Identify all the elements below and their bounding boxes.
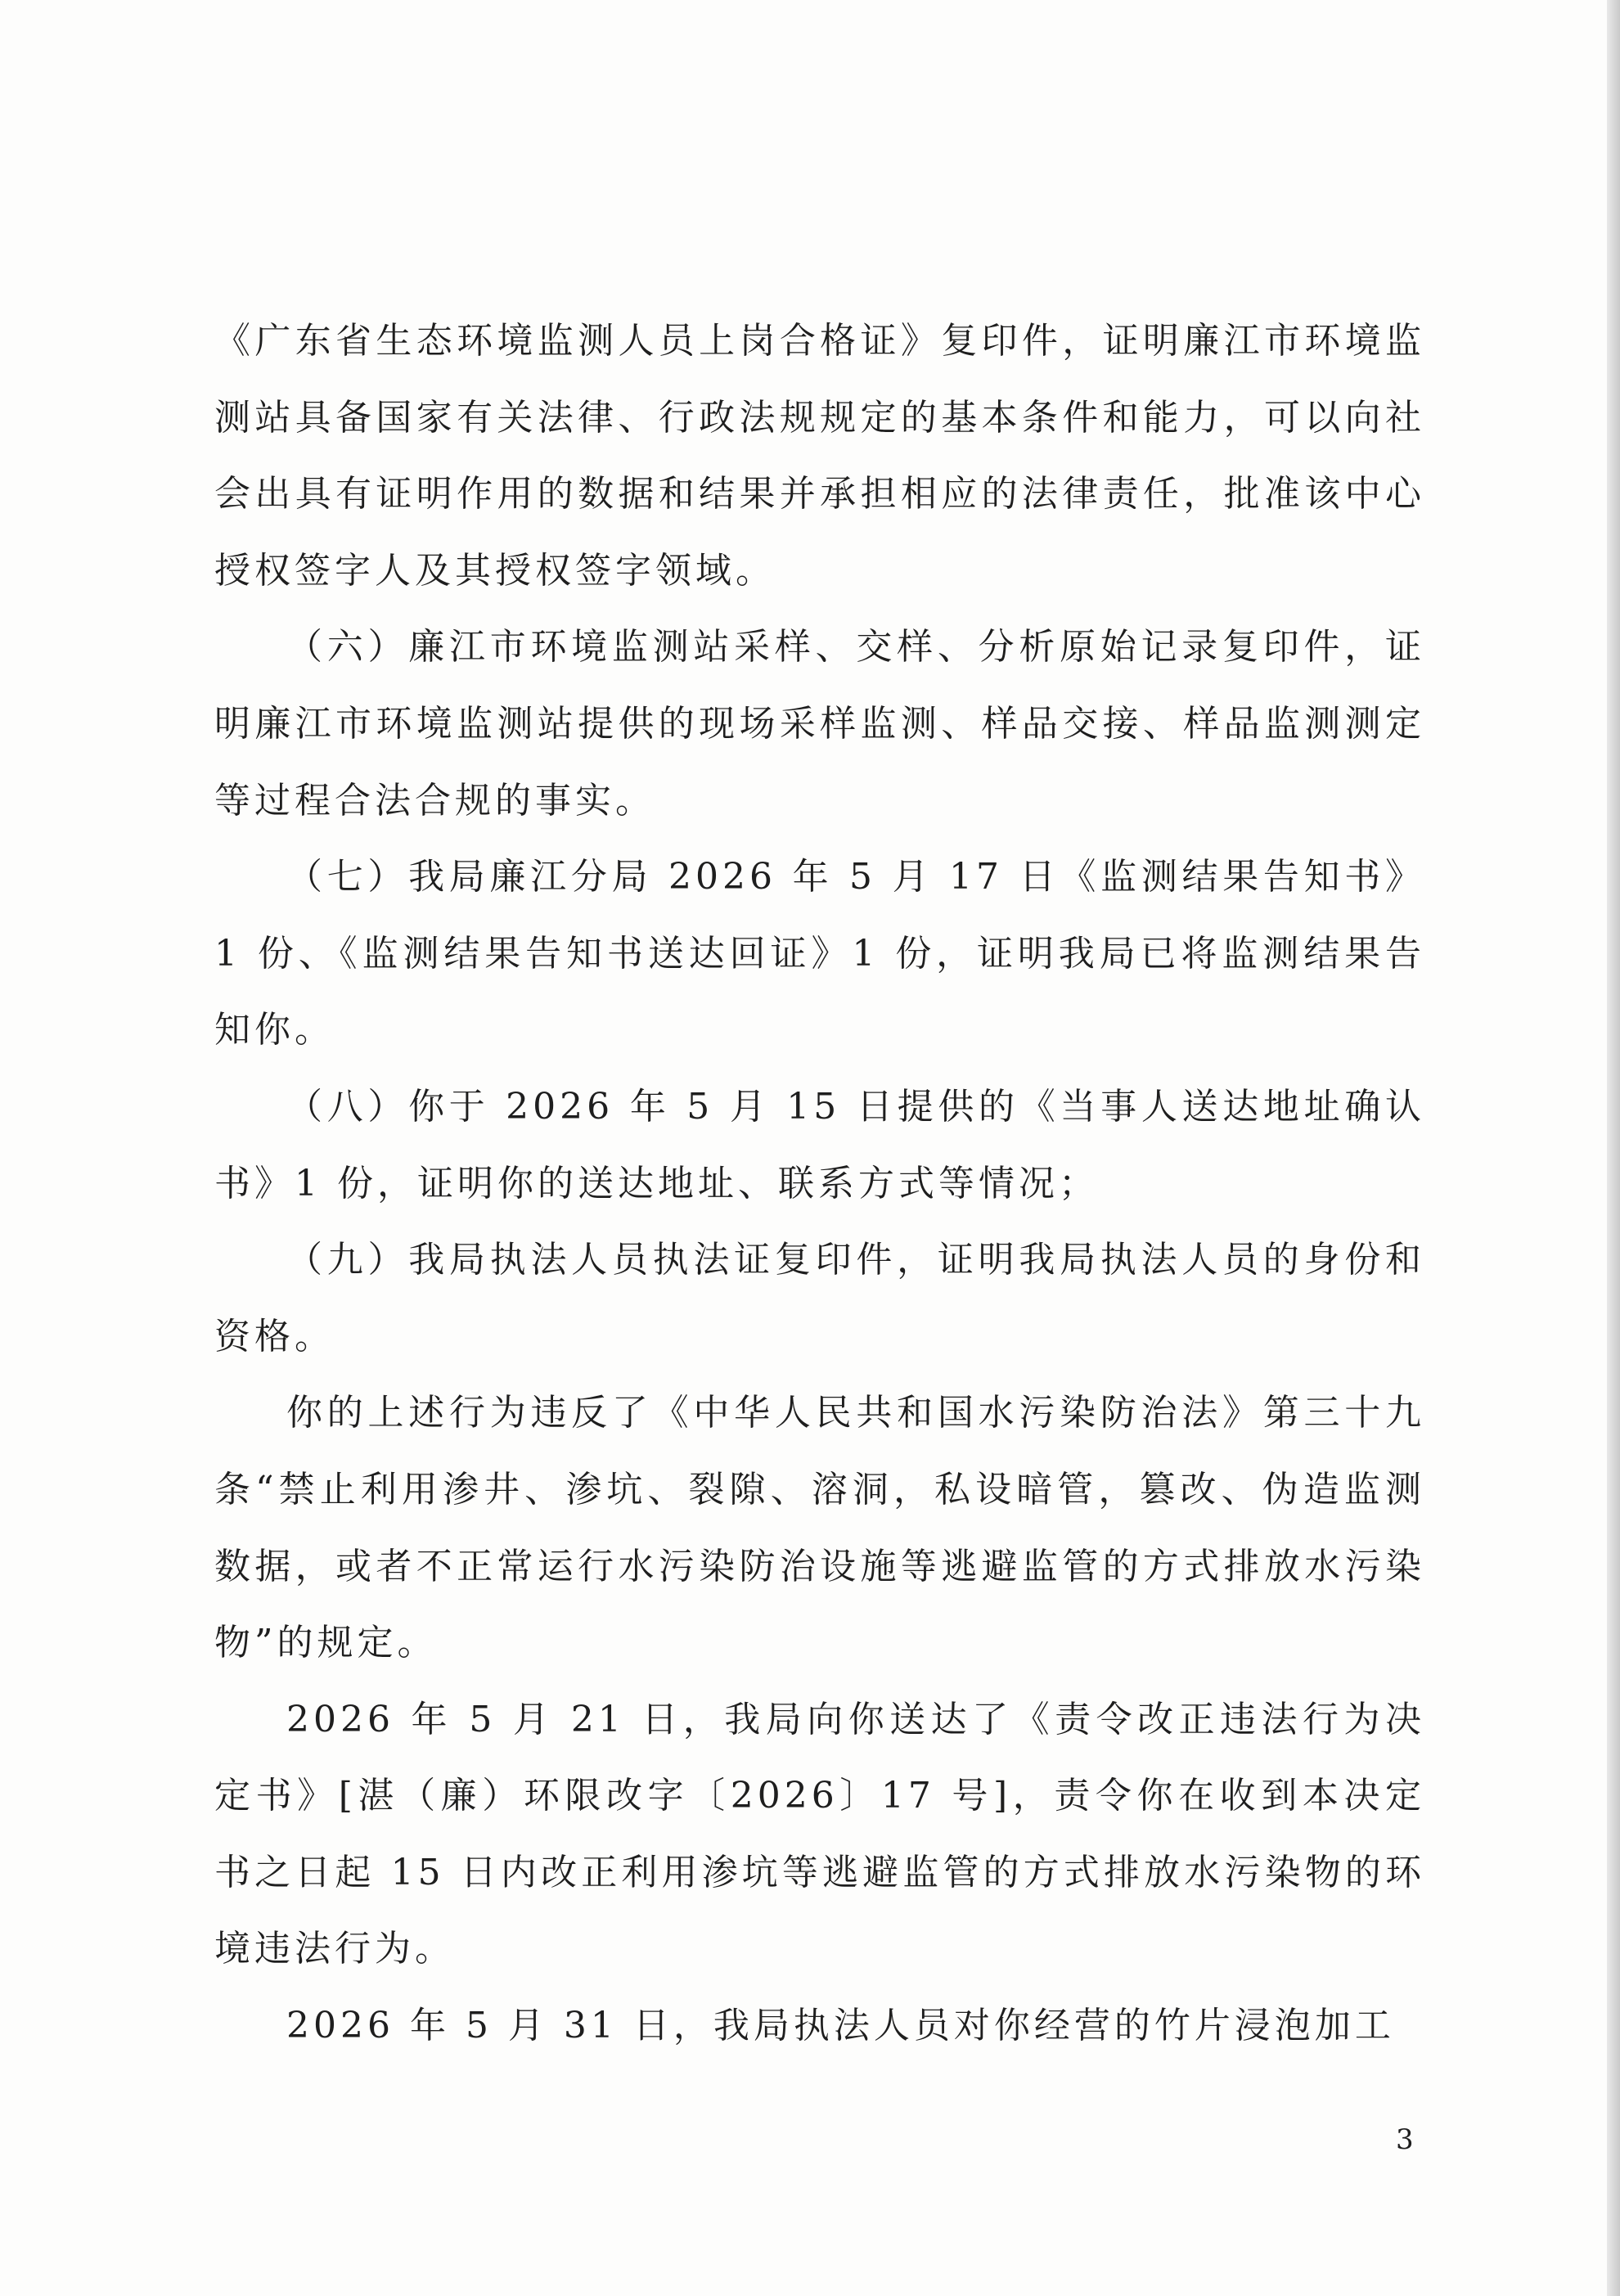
paragraph-item-8: （八）你于 2026 年 5 月 15 日提供的《当事人送达地址确认书》1 份，证明你的送达地址、联系方式等情况；: [214, 1085, 1425, 1204]
page-number: 3: [1396, 2123, 1414, 2156]
paragraph-item-9: （九）我局执法人员执法证复印件，证明我局执法人员的身份和资格。: [214, 1239, 1425, 1357]
paragraph-item-6: （六）廉江市环境监测站采样、交样、分析原始记录复印件，证明廉江市环境监测站提供的现场采样监测、样品交接、样品监测测定等过程合法合规的事实。: [214, 626, 1425, 822]
document-body: [214, 303, 1425, 2064]
paragraph-correction-order: 2026 年 5 月 21 日，我局向你送达了《责令改正违法行为决定书》[湛（廉）环限改字〔2026〕17 号]，责令你在收到本决定书之日起 15 日内改正利用渗坑等逃避监管的方式排放水污染物的环境违法行为。: [214, 1698, 1425, 1970]
scan-edge-shadow: [1607, 0, 1620, 2296]
paragraph-violation: 你的上述行为违反了《中华人民共和国水污染防治法》第三十九条“禁止利用渗井、渗坑、裂隙、溶洞，私设暗管，篡改、伪造监测数据，或者不正常运行水污染防治设施等逃避监管的方式排放水污染物”的规定。: [214, 1392, 1425, 1664]
paragraph-continued-certificate: 《广东省生态环境监测人员上岗合格证》复印件，证明廉江市环境监测站具备国家有关法律、行政法规规定的基本条件和能力，可以向社会出具有证明作用的数据和结果并承担相应的法律责任，批准该中心授权签字人及其授权签字领域。: [214, 320, 1425, 592]
paragraph-inspection: 2026 年 5 月 31 日，我局执法人员对你经营的竹片浸泡加工: [286, 2005, 1395, 2047]
paragraph-item-7: （七）我局廉江分局 2026 年 5 月 17 日《监测结果告知书》1 份、《监测结果告知书送达回证》1 份，证明我局已将监测结果告知你。: [214, 856, 1425, 1051]
